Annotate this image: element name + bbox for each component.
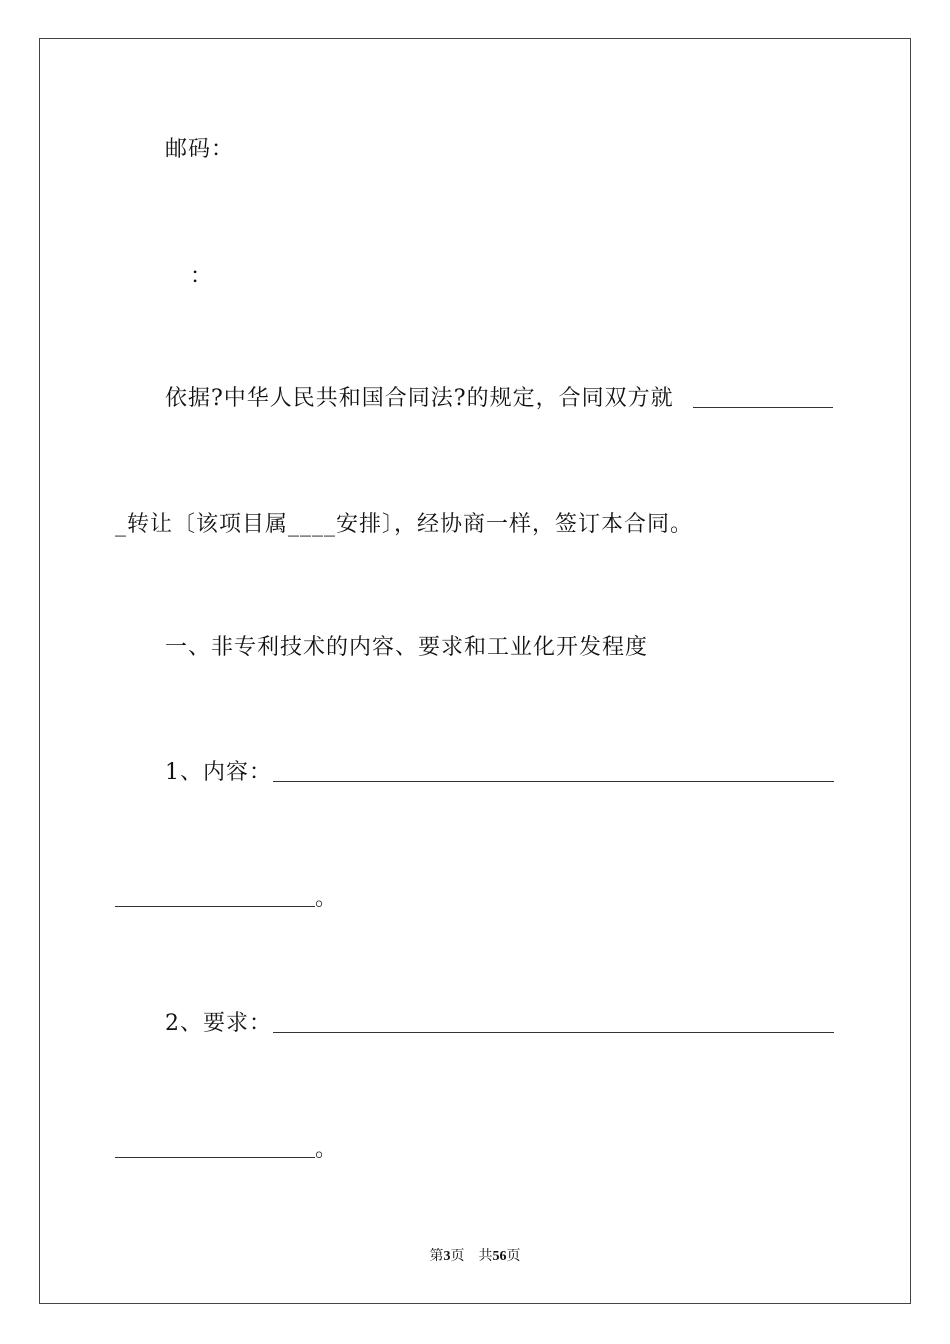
item-requirement-end: 。	[315, 1137, 339, 1162]
postcode-label: 邮码：	[165, 137, 235, 162]
transfer-line-lead: _转让〔该项目属	[115, 512, 289, 537]
basis-line: 依据?中华人民共和国合同法?的规定，合同双方就	[165, 386, 674, 411]
item-requirement-blank	[273, 1032, 834, 1033]
item-content-blank	[273, 781, 834, 782]
item-content-label: 1、内容：	[165, 760, 272, 785]
item-requirement-label: 2、要求：	[165, 1011, 272, 1036]
item-content-end: 。	[315, 886, 339, 911]
basis-blank	[693, 407, 833, 408]
footer-page-suffix: 页	[450, 1249, 465, 1264]
transfer-line-tail: 安排〕，经协商一样，签订本合同。	[336, 512, 694, 537]
colon-line: ：	[190, 264, 214, 289]
footer-page-number: 3	[443, 1249, 451, 1264]
footer-total-prefix: 共	[478, 1249, 493, 1264]
item-requirement-blank-continued	[115, 1157, 315, 1158]
footer-total-suffix: 页	[506, 1249, 521, 1264]
transfer-line-blank: ____	[288, 512, 337, 537]
section-one-heading: 一、非专利技术的内容、要求和工业化开发程度	[165, 635, 649, 660]
transfer-line	[115, 510, 693, 540]
item-content-blank-continued	[115, 906, 315, 907]
footer-total-pages: 56	[492, 1249, 507, 1264]
page-frame	[39, 38, 911, 1304]
footer-page-prefix: 第	[429, 1249, 444, 1264]
page-footer	[0, 1247, 950, 1267]
